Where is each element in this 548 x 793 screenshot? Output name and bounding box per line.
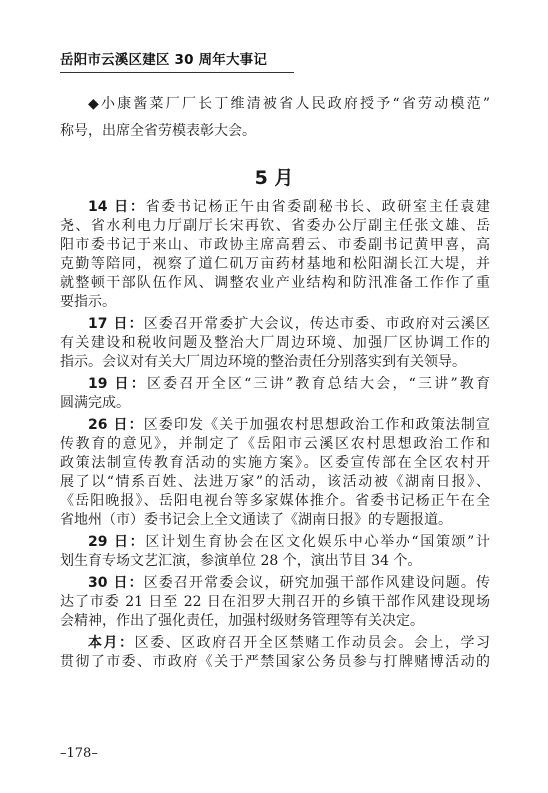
date-label: 29 日： xyxy=(88,534,146,550)
entry-first-line xyxy=(60,416,490,435)
entry-line: 传教育的意见》，并制定了《岳阳市云溪区农村思想政治工作和 xyxy=(60,436,490,452)
entry-text: 区委召开常委扩大会议，传达市委、市政府对云溪区 xyxy=(143,316,491,332)
header-rule xyxy=(60,72,294,73)
entry-text: 区计划生育协会在区文化娱乐中心举办“国策颂”计 xyxy=(145,534,490,550)
entry-this-month xyxy=(60,634,490,672)
entry-line: 指示。会议对有关大厂周边环境的整治责任分别落实到有关领导。 xyxy=(60,354,466,370)
entry-29 xyxy=(60,533,490,571)
entry-line: 就整顿干部队伍作风、调整农业产业结构和防汛准备工作作了重 xyxy=(60,275,490,291)
entry-text: 区委召开全区“三讲”教育总结大会，“三讲”教育 xyxy=(146,376,490,392)
page-number: –178– xyxy=(60,746,98,761)
date-label: 本月： xyxy=(88,635,135,651)
date-label: 30 日： xyxy=(88,575,144,591)
date-label: 14 日： xyxy=(88,199,146,215)
entry-first-line xyxy=(60,315,490,334)
month-heading: 5 月 xyxy=(254,167,294,189)
entry-line: 阳市委书记于来山、市政协主席高碧云、市委副书记黄甲喜，高 xyxy=(60,237,490,253)
entry-text: 区委、区政府召开全区禁赌工作动员会。会上，学习 xyxy=(134,635,491,651)
entry-first-line xyxy=(60,375,490,394)
entry-line: 要指示。 xyxy=(60,294,116,310)
entry-30 xyxy=(60,574,490,631)
entry-line: 尧、省水利电力厅副厅长宋再钦、省委办公厅副主任张文雄、岳 xyxy=(60,218,490,234)
entry-14 xyxy=(60,198,490,312)
entry-first-line xyxy=(60,533,490,552)
intro-line: 称号，出席全省劳模表彰大会。 xyxy=(60,123,256,139)
intro-paragraph xyxy=(60,91,490,145)
entry-26 xyxy=(60,416,490,530)
date-label: 26 日： xyxy=(88,417,144,433)
entry-line: 会精神，作出了强化责任，加强村级财务管理等有关决定。 xyxy=(60,613,424,629)
entry-text: 区委印发《关于加强农村思想政治工作和政策法制宣 xyxy=(143,417,491,433)
entry-line: 划生育专场文艺汇演，参演单位 28 个，演出节目 34 个。 xyxy=(60,553,422,569)
entry-line: 克勤等陪同，视察了道仁矶万亩药材基地和松阳湖长江大堤，并 xyxy=(60,256,490,272)
entry-line: 有关建设和税收问题及整治大厂周边环境、加强厂区协调工作的 xyxy=(60,335,490,351)
entry-line: 圆满完成。 xyxy=(60,395,130,411)
entry-line: 《岳阳晚报》、岳阳电视台等多家媒体推介。省委书记杨正午在全 xyxy=(60,493,490,509)
entry-text: 区委召开常委会议，研究加强干部作风建设问题。传 xyxy=(143,575,491,591)
intro-line: ◆小康酱菜厂厂长丁维清被省人民政府授予“省劳动模范” xyxy=(88,96,490,112)
entry-first-line xyxy=(60,634,490,653)
entry-line: 贯彻了市委、市政府《关于严禁国家公务员参与打牌赌博活动的 xyxy=(60,654,490,670)
entry-line: 省地州（市）委书记会上全文通读了《湖南日报》的专题报道。 xyxy=(60,512,452,528)
entry-line: 政策法制宣传教育活动的实施方案》。区委宣传部在全区农村开 xyxy=(60,455,490,471)
entry-line: 展了以“情系百姓、法进万家”的活动，该活动被《湖南日报》、 xyxy=(60,474,490,490)
entry-first-line xyxy=(60,574,490,593)
entry-17 xyxy=(60,315,490,372)
entry-first-line xyxy=(60,198,490,217)
entry-19 xyxy=(60,375,490,413)
date-label: 17 日： xyxy=(88,316,144,332)
entry-line: 达了市委 21 日至 22 日在汨罗大荆召开的乡镇干部作风建设现场 xyxy=(60,594,490,610)
date-label: 19 日： xyxy=(88,376,147,392)
entry-text: 省委书记杨正午由省委副秘书长、政研室主任袁建 xyxy=(145,199,490,215)
running-header: 岳阳市云溪区建区 30 周年大事记 xyxy=(60,52,268,68)
